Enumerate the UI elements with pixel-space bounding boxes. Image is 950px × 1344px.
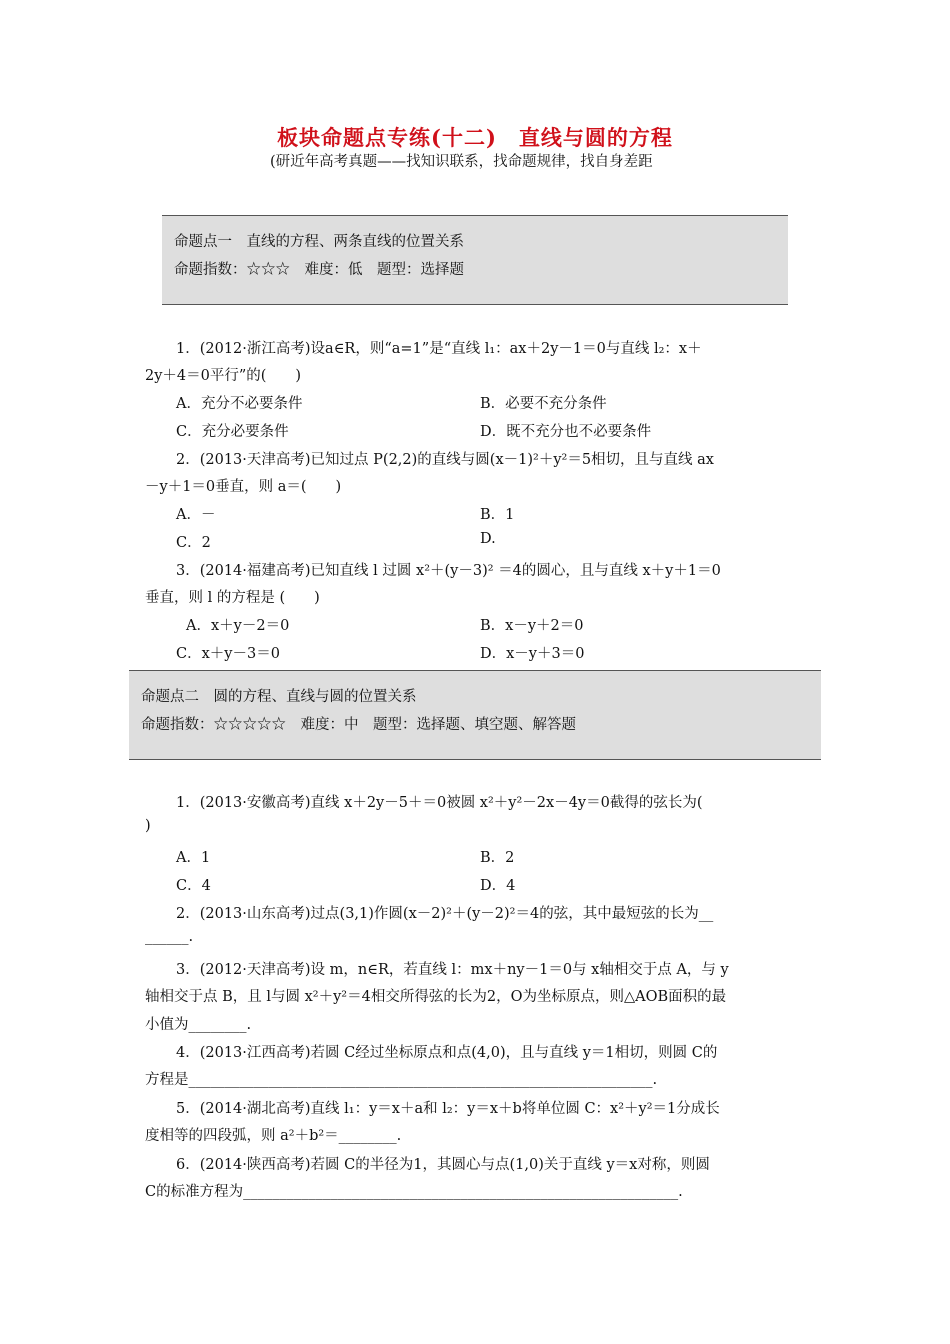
s1-q1-option-b: B．必要不充分条件 (480, 396, 607, 412)
section2-header-box (129, 670, 821, 760)
s2-q4-line1: 4．(2013·江西高考)若圆 C经过坐标原点和点(4,0)，且与直线 y＝1相切，则圆 C的 (176, 1045, 718, 1061)
s1-q2-option-d: D. (480, 531, 496, 547)
s1-q3-option-d: D．x－y＋3＝0 (480, 646, 585, 662)
s1-q1-option-d: D．既不充分也不必要条件 (480, 424, 652, 440)
s1-q2-option-a: A．－ (176, 507, 216, 523)
s2-q1-option-b: B．2 (480, 850, 515, 866)
s2-q3-line2: 轴相交于点 B，且 l与圆 x²＋y²＝4相交所得弦的长为2，O为坐标原点，则△AOB面积的最 (145, 989, 727, 1005)
s2-q2-line1: 2．(2013·山东高考)过点(3,1)作圆(x－2)²＋(y－2)²＝4的弦，其中最短弦的长为__ (176, 906, 714, 922)
s1-q3-option-c: C．x＋y－3＝0 (176, 646, 280, 662)
section1-header-box (162, 215, 788, 305)
s1-q3-option-a: A．x＋y－2＝0 (186, 618, 290, 634)
s1-q2-line1: 2．(2013·天津高考)已知过点 P(2,2)的直线与圆(x－1)²＋y²＝5相切，且与直线 ax (176, 452, 714, 468)
s2-q5-line1: 5．(2014·湖北高考)直线 l₁：y＝x＋a和 l₂：y＝x＋b将单位圆 C：x²＋y²＝1分成长 (176, 1101, 720, 1117)
s2-q1-line1: 1．(2013·安徽高考)直线 x＋2y－5＋＝0被圆 x²＋y²－2x－4y＝0截得的弦长为( (176, 795, 703, 811)
s1-q1-option-a: A．充分不必要条件 (176, 396, 303, 412)
page-title: 板块命题点专练(十二) 直线与圆的方程 (277, 125, 673, 150)
s2-q3-line3: 小值为________. (145, 1017, 252, 1033)
s2-q1-option-d: D．4 (480, 878, 516, 894)
section2-meta: 命题指数：☆☆☆☆☆ 难度：中 题型：选择题、填空题、解答题 (141, 717, 576, 733)
s2-q1-option-a: A．1 (176, 850, 211, 866)
section2-heading: 命题点二 圆的方程、直线与圆的位置关系 (141, 689, 417, 705)
s1-q2-line2: －y＋1＝0垂直，则 a＝( ) (145, 479, 342, 495)
section1-meta: 命题指数：☆☆☆ 难度：低 题型：选择题 (174, 262, 464, 278)
s1-q2-option-c: C．2 (176, 535, 211, 551)
s2-q4-line2: 方程是________________________________________________________________. (145, 1072, 658, 1088)
page-subtitle: (研近年高考真题——找知识联系，找命题规律，找自身差距 (270, 154, 653, 170)
s2-q1-line2: ) (145, 818, 151, 834)
s1-q1-option-c: C．充分必要条件 (176, 424, 289, 440)
s1-q3-line1: 3．(2014·福建高考)已知直线 l 过圆 x²＋(y－3)² ＝4的圆心，且与直线 x＋y＋1＝0 (176, 563, 721, 579)
s2-q5-line2: 度相等的四段弧，则 a²＋b²＝________. (145, 1128, 402, 1144)
s1-q3-option-b: B．x－y＋2＝0 (480, 618, 584, 634)
s1-q1-line2: 2y＋4＝0平行”的( ) (145, 368, 302, 384)
s2-q2-line2: ______. (145, 929, 194, 945)
s2-q6-line1: 6．(2014·陕西高考)若圆 C的半径为1，其圆心与点(1,0)关于直线 y＝x对称，则圆 (176, 1157, 710, 1173)
s1-q3-line2: 垂直，则 l 的方程是 ( ) (145, 590, 320, 606)
s2-q1-option-c: C．4 (176, 878, 211, 894)
s2-q3-line1: 3．(2012·天津高考)设 m，n∈R，若直线 l：mx＋ny－1＝0与 x轴相交于点 A，与 y (176, 962, 729, 978)
s1-q1-line1: 1．(2012·浙江高考)设a∈R，则“a=1”是“直线 l₁：ax＋2y－1＝0与直线 l₂：x＋ (176, 341, 702, 357)
section1-heading: 命题点一 直线的方程、两条直线的位置关系 (174, 234, 464, 250)
s1-q2-option-b: B．1 (480, 507, 515, 523)
s2-q6-line2: C的标准方程为____________________________________________________________. (145, 1184, 683, 1200)
